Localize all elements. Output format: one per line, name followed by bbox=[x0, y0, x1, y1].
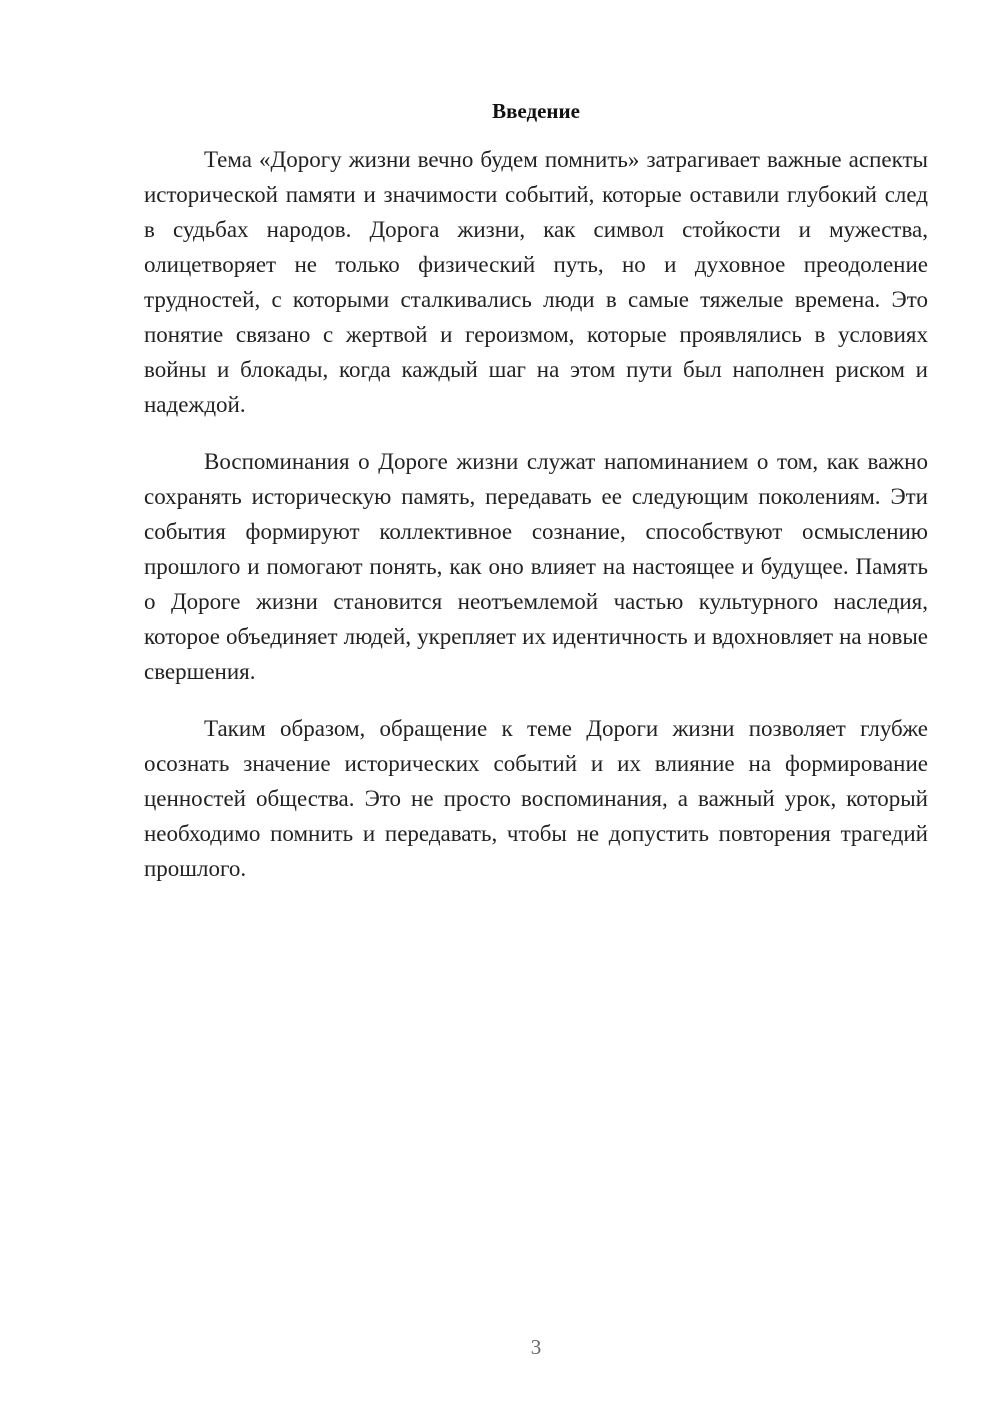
paragraph-1: Тема «Дорогу жизни вечно будем помнить» затрагивает важные аспекты исторической памяти и значимости событий, которые оставили глубокий след в судьбах народов. Дорога жизни, как символ стойкости и мужества, олицетворяет не только физический путь, но и духовное преодоление трудностей, с которыми сталкивались люди в самые тяжелые времена. Это понятие связано с жертвой и героизмом, которые проявлялись в условиях войны и блокады, когда каждый шаг на этом пути был наполнен риском и надеждой. bbox=[144, 147, 928, 417]
body-text bbox=[144, 142, 928, 886]
section-heading: Введение bbox=[492, 99, 580, 123]
paragraph-3: Таким образом, обращение к теме Дороги жизни позволяет глубже осознать значение исторических событий и их влияние на формирование ценностей общества. Это не просто воспоминания, а важный урок, который необходимо помнить и передавать, чтобы не допустить повторения трагедий прошлого. bbox=[144, 716, 928, 881]
paragraph-2: Воспоминания о Дороге жизни служат напоминанием о том, как важно сохранять историческую память, передавать ее следующим поколениям. Эти события формируют коллективное сознание, способствуют осмыслению прошлого и помогают понять, как оно влияет на настоящее и будущее. Память о Дороге жизни становится неотъемлемой частью культурного наследия, которое объединяет людей, укрепляет их идентичность и вдохновляет на новые свершения. bbox=[144, 449, 928, 684]
page-number: 3 bbox=[530, 1335, 542, 1359]
